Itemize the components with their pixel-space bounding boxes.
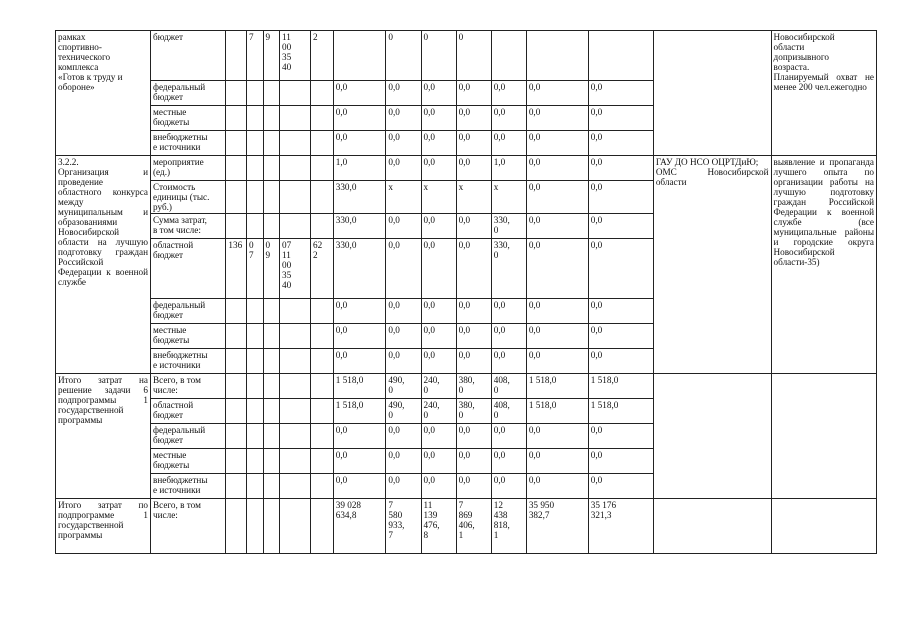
table-cell: 0,0 <box>421 324 456 349</box>
table-cell: 408, 0 <box>491 374 526 399</box>
table-cell: 0,0 <box>421 131 456 156</box>
table-cell: 0,0 <box>588 181 653 214</box>
table-cell <box>280 106 311 131</box>
table-cell: 0,0 <box>588 239 653 299</box>
table-cell: 1 518,0 <box>526 374 588 399</box>
table-cell <box>226 156 247 181</box>
table-cell <box>280 181 311 214</box>
table-cell: х <box>491 181 526 214</box>
table-cell: 0,0 <box>526 156 588 181</box>
table-cell: 380, 0 <box>456 399 491 424</box>
table-cell: 0,0 <box>456 106 491 131</box>
table-cell: выявление и пропаганда лучшего опыта по организации работы на лучшую подготовку граждан Российской Федерации к военной службе (все муниципальные районы и городские округа Новосибирской области-35) <box>771 156 876 374</box>
table-cell <box>771 374 876 499</box>
table-cell: 0,0 <box>491 81 526 106</box>
table-cell: 0,0 <box>526 214 588 239</box>
table-cell <box>247 474 264 499</box>
table-cell: 0 <box>456 31 491 81</box>
table-cell <box>247 499 264 554</box>
table-cell: 1 518,0 <box>526 399 588 424</box>
table-cell: 0,0 <box>588 474 653 499</box>
table-cell: 0,0 <box>588 424 653 449</box>
table-cell: Новосибирской области допризывного возраста. Планируемый охват не менее 200 чел.ежегодно <box>771 31 876 156</box>
table-cell <box>280 214 311 239</box>
table-cell: 0,0 <box>491 349 526 374</box>
table-body <box>56 31 877 554</box>
table-cell: внебюджетны е источники <box>151 349 226 374</box>
table-cell: 0,0 <box>421 299 456 324</box>
table-cell: 0,0 <box>386 299 421 324</box>
table-cell: 0,0 <box>491 324 526 349</box>
table-cell: 0,0 <box>456 424 491 449</box>
table-cell: 1 518,0 <box>333 399 386 424</box>
table-cell: 07 11 00 35 40 <box>280 239 311 299</box>
table-cell: 0,0 <box>333 449 386 474</box>
table-cell: 0,0 <box>386 424 421 449</box>
table-cell <box>247 214 264 239</box>
table-cell <box>226 324 247 349</box>
table-cell: 408, 0 <box>491 399 526 424</box>
table-cell: 1 518,0 <box>333 374 386 399</box>
table-cell: Итого затрат по подпрограмме 1 государственной программы <box>56 499 151 554</box>
table-cell <box>311 324 334 349</box>
table-cell <box>311 424 334 449</box>
table-cell: 490, 0 <box>386 399 421 424</box>
table-row <box>56 374 877 399</box>
table-cell <box>247 156 264 181</box>
table-cell: 0,0 <box>526 349 588 374</box>
table-cell: бюджет <box>151 31 226 81</box>
table-cell: 0,0 <box>386 349 421 374</box>
table-cell <box>311 299 334 324</box>
table-cell <box>771 499 876 554</box>
table-cell: 1,0 <box>491 156 526 181</box>
table-cell: 11 00 35 40 <box>280 31 311 81</box>
table-cell <box>280 324 311 349</box>
table-cell: 0,0 <box>421 106 456 131</box>
table-cell <box>226 181 247 214</box>
table-cell <box>280 424 311 449</box>
table-cell: 0 <box>421 31 456 81</box>
table-cell: 0,0 <box>526 239 588 299</box>
table-cell <box>280 131 311 156</box>
table-cell: 0,0 <box>421 424 456 449</box>
table-cell: 0,0 <box>421 349 456 374</box>
table-cell: 240, 0 <box>421 399 456 424</box>
table-cell <box>226 214 247 239</box>
table-cell: 2 <box>311 31 334 81</box>
table-cell: 12 438 818, 1 <box>491 499 526 554</box>
table-cell <box>226 299 247 324</box>
table-cell: 330,0 <box>333 214 386 239</box>
table-cell: 0,0 <box>386 156 421 181</box>
table-cell: 11 139 476, 8 <box>421 499 456 554</box>
table-cell: 7 <box>247 31 264 81</box>
table-cell: 0,0 <box>333 424 386 449</box>
table-cell <box>280 499 311 554</box>
table-cell <box>263 374 280 399</box>
table-cell: 0,0 <box>386 324 421 349</box>
table-cell <box>247 449 264 474</box>
table-cell <box>311 181 334 214</box>
table-cell <box>263 299 280 324</box>
table-cell: 0,0 <box>526 181 588 214</box>
table-cell: 330,0 <box>333 181 386 214</box>
table-cell <box>491 31 526 81</box>
table-cell: федеральный бюджет <box>151 81 226 106</box>
table-cell: 0,0 <box>421 81 456 106</box>
table-cell: мероприятие (ед.) <box>151 156 226 181</box>
table-cell: 0,0 <box>588 349 653 374</box>
table-cell <box>333 31 386 81</box>
table-cell: 35 950 382,7 <box>526 499 588 554</box>
table-cell: 0,0 <box>456 449 491 474</box>
table-cell: 0,0 <box>491 449 526 474</box>
table-cell <box>311 214 334 239</box>
table-cell <box>226 424 247 449</box>
table-cell: 0,0 <box>333 349 386 374</box>
table-cell <box>311 474 334 499</box>
table-cell <box>263 131 280 156</box>
table-cell <box>280 156 311 181</box>
table-cell: 0,0 <box>456 324 491 349</box>
budget-table <box>55 30 877 554</box>
table-cell: 0,0 <box>588 156 653 181</box>
table-cell: 0,0 <box>386 81 421 106</box>
table-cell <box>311 374 334 399</box>
table-cell <box>263 324 280 349</box>
table-cell <box>526 31 588 81</box>
table-cell: 1,0 <box>333 156 386 181</box>
table-cell <box>247 324 264 349</box>
table-cell: 7 869 406, 1 <box>456 499 491 554</box>
table-cell: 1 518,0 <box>588 374 653 399</box>
table-cell <box>263 499 280 554</box>
table-cell: 0,0 <box>588 449 653 474</box>
table-cell: 0,0 <box>526 299 588 324</box>
table-cell <box>226 106 247 131</box>
table-cell: 0,0 <box>456 349 491 374</box>
table-cell: 0,0 <box>588 81 653 106</box>
table-row <box>56 156 877 181</box>
table-cell <box>226 374 247 399</box>
table-cell <box>311 399 334 424</box>
table-cell: 0,0 <box>491 299 526 324</box>
table-row <box>56 499 877 554</box>
table-cell: 0,0 <box>526 106 588 131</box>
table-cell: 0,0 <box>491 474 526 499</box>
table-cell: Стоимость единицы (тыс. руб.) <box>151 181 226 214</box>
table-cell <box>226 474 247 499</box>
table-cell: Итого затрат на решение задачи 6 подпрограммы 1 государственной программы <box>56 374 151 499</box>
table-cell: 0,0 <box>421 449 456 474</box>
table-row <box>56 31 877 81</box>
table-cell: 240, 0 <box>421 374 456 399</box>
table-cell <box>247 374 264 399</box>
table-cell: внебюджетны е источники <box>151 474 226 499</box>
table-cell: 0,0 <box>333 81 386 106</box>
table-cell <box>247 181 264 214</box>
table-cell <box>247 106 264 131</box>
table-cell: ГАУ ДО НСО ОЦРТДиЮ; ОМС Новосибирской области <box>653 156 771 374</box>
table-cell: 1 518,0 <box>588 399 653 424</box>
table-cell: 62 2 <box>311 239 334 299</box>
table-cell: 0,0 <box>333 299 386 324</box>
table-cell <box>653 31 771 156</box>
table-cell: 0,0 <box>526 474 588 499</box>
table-cell <box>247 349 264 374</box>
table-cell: 0 9 <box>263 239 280 299</box>
table-cell: областной бюджет <box>151 399 226 424</box>
table-cell <box>263 424 280 449</box>
table-cell: 0,0 <box>526 449 588 474</box>
table-cell: 0,0 <box>386 214 421 239</box>
table-cell: 380, 0 <box>456 374 491 399</box>
table-cell: 0,0 <box>386 239 421 299</box>
table-cell: 0,0 <box>456 131 491 156</box>
table-cell <box>263 81 280 106</box>
table-cell: х <box>421 181 456 214</box>
table-cell: 0,0 <box>588 131 653 156</box>
table-cell: Сумма затрат, в том числе: <box>151 214 226 239</box>
table-cell <box>226 399 247 424</box>
table-cell <box>263 449 280 474</box>
table-cell <box>311 106 334 131</box>
table-cell: 0 7 <box>247 239 264 299</box>
table-cell: 0,0 <box>333 474 386 499</box>
table-cell: местные бюджеты <box>151 106 226 131</box>
table-cell <box>226 499 247 554</box>
table-cell: 490, 0 <box>386 374 421 399</box>
table-cell: 0,0 <box>456 474 491 499</box>
table-cell <box>226 131 247 156</box>
table-cell: 0,0 <box>421 474 456 499</box>
table-cell: 9 <box>263 31 280 81</box>
table-cell <box>311 449 334 474</box>
table-cell: 0,0 <box>456 239 491 299</box>
table-cell: 0,0 <box>456 299 491 324</box>
table-cell: 0,0 <box>526 424 588 449</box>
table-cell: 330, 0 <box>491 214 526 239</box>
table-cell: рамках спортивно- технического комплекса «Готов к труду и обороне» <box>56 31 151 156</box>
table-cell <box>263 156 280 181</box>
table-cell <box>226 349 247 374</box>
table-cell: 0,0 <box>421 156 456 181</box>
table-cell <box>311 499 334 554</box>
table-cell: 0,0 <box>588 324 653 349</box>
table-cell <box>247 131 264 156</box>
table-cell: Всего, в том числе: <box>151 499 226 554</box>
table-cell: 330,0 <box>333 239 386 299</box>
table-cell: 0,0 <box>333 106 386 131</box>
table-cell <box>226 81 247 106</box>
table-cell <box>263 474 280 499</box>
table-cell: областной бюджет <box>151 239 226 299</box>
table-cell <box>247 399 264 424</box>
table-cell: 0,0 <box>333 131 386 156</box>
table-cell: 0 <box>386 31 421 81</box>
table-cell: 0,0 <box>386 131 421 156</box>
table-cell: 0,0 <box>491 424 526 449</box>
table-cell: Всего, в том числе: <box>151 374 226 399</box>
table-cell: 0,0 <box>456 156 491 181</box>
table-cell: 0,0 <box>333 324 386 349</box>
table-cell: федеральный бюджет <box>151 424 226 449</box>
table-cell: местные бюджеты <box>151 449 226 474</box>
table-cell: 0,0 <box>421 214 456 239</box>
table-cell <box>247 299 264 324</box>
table-cell <box>263 214 280 239</box>
table-cell: х <box>456 181 491 214</box>
table-cell <box>311 349 334 374</box>
table-cell: местные бюджеты <box>151 324 226 349</box>
table-cell: 0,0 <box>526 81 588 106</box>
table-cell: х <box>386 181 421 214</box>
table-cell: 330, 0 <box>491 239 526 299</box>
table-cell <box>226 31 247 81</box>
table-cell: 0,0 <box>421 239 456 299</box>
table-cell <box>280 449 311 474</box>
table-cell: 39 028 634,8 <box>333 499 386 554</box>
table-cell: 0,0 <box>456 81 491 106</box>
table-cell: 0,0 <box>588 106 653 131</box>
table-cell <box>247 81 264 106</box>
table-cell <box>588 31 653 81</box>
table-cell: 35 176 321,3 <box>588 499 653 554</box>
table-cell <box>263 181 280 214</box>
table-cell <box>247 424 264 449</box>
table-cell <box>653 499 771 554</box>
table-cell: 3.2.2. Организация и проведение областного конкурса между муниципальным и образованиями Новосибирской области на лучшую подготовку граждан Российской Федерации к военной службе <box>56 156 151 374</box>
table-cell: 0,0 <box>526 324 588 349</box>
table-cell: 136 <box>226 239 247 299</box>
table-cell <box>263 106 280 131</box>
table-cell <box>311 131 334 156</box>
table-cell <box>280 299 311 324</box>
table-cell <box>311 156 334 181</box>
table-cell <box>280 399 311 424</box>
table-cell <box>280 474 311 499</box>
table-cell: 0,0 <box>526 131 588 156</box>
table-cell <box>263 399 280 424</box>
table-cell: 0,0 <box>491 106 526 131</box>
table-cell <box>280 81 311 106</box>
table-cell <box>226 449 247 474</box>
table-cell <box>311 81 334 106</box>
table-cell <box>653 374 771 499</box>
table-cell <box>280 349 311 374</box>
table-cell: 0,0 <box>491 131 526 156</box>
table-cell <box>263 349 280 374</box>
table-cell: 0,0 <box>386 106 421 131</box>
table-cell: 0,0 <box>588 299 653 324</box>
table-cell: 0,0 <box>588 214 653 239</box>
table-cell: внебюджетны е источники <box>151 131 226 156</box>
table-cell: 0,0 <box>456 214 491 239</box>
table-cell <box>280 374 311 399</box>
table-cell: федеральный бюджет <box>151 299 226 324</box>
table-cell: 7 580 933, 7 <box>386 499 421 554</box>
table-cell: 0,0 <box>386 474 421 499</box>
table-cell: 0,0 <box>386 449 421 474</box>
